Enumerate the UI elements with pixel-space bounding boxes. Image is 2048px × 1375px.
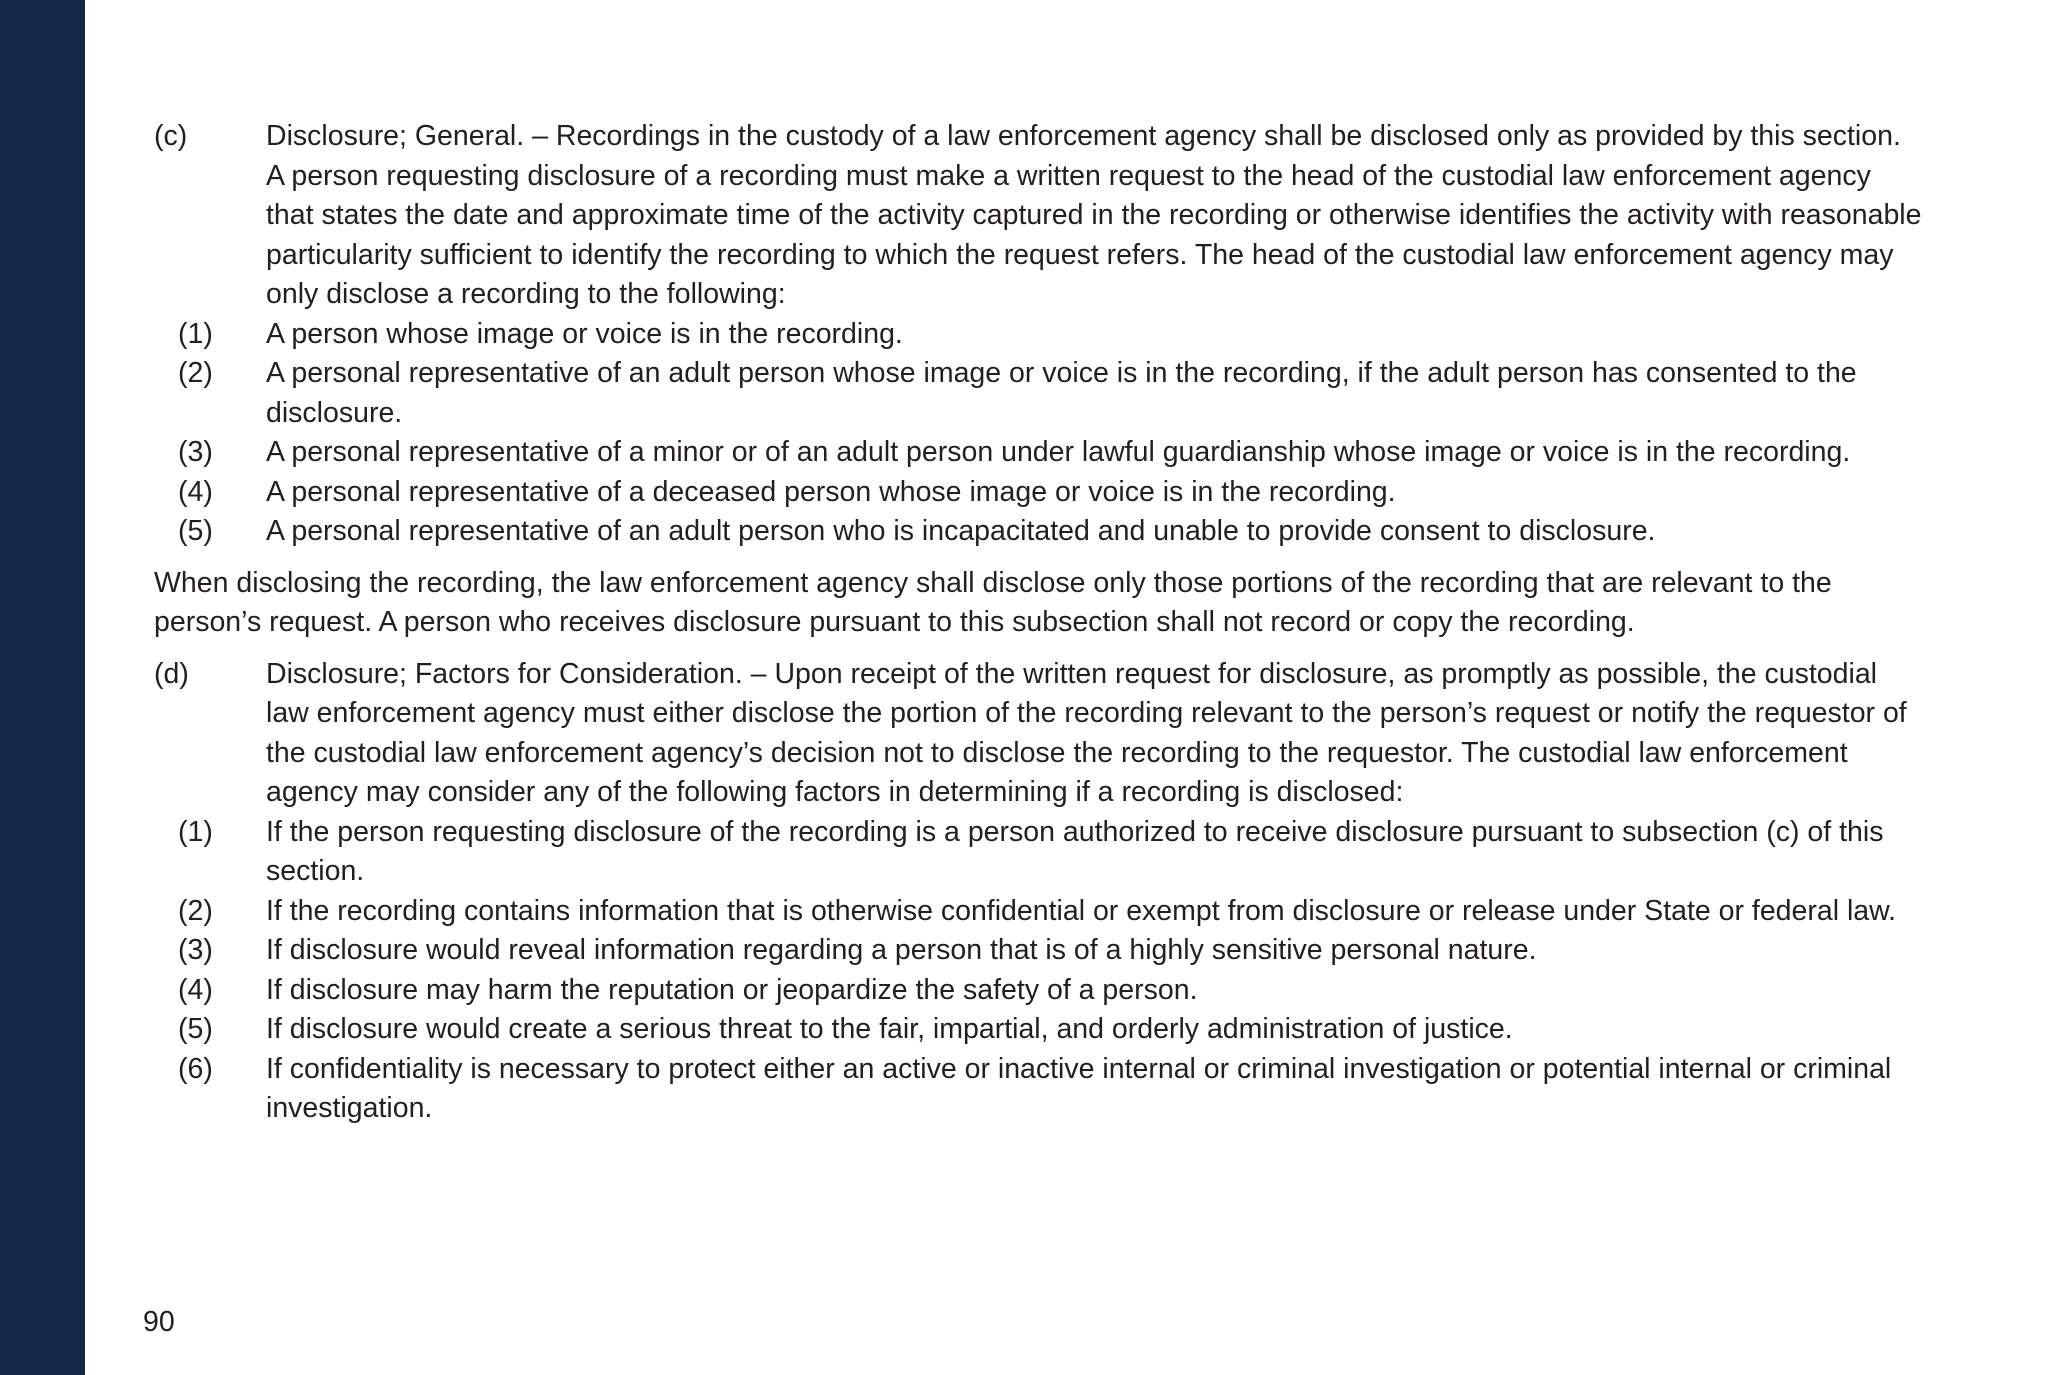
list-item-text: If confidentiality is necessary to protect either an active or inactive internal or criminal investigation or potential internal or criminal investigation.	[266, 1052, 1892, 1124]
list-item-text: If disclosure would reveal information regarding a person that is of a highly sensitive personal nature.	[266, 934, 1537, 966]
list-item-marker: (3)	[178, 934, 213, 966]
section-d-item-2	[154, 892, 1924, 932]
list-item-text: A person whose image or voice is in the recording.	[266, 317, 903, 350]
list-item-text: If the recording contains information that is otherwise confidential or exempt from disclosure or release under State or federal law.	[266, 894, 1897, 927]
list-item-text: A personal representative of an adult person whose image or voice is in the recording, if the adult person has consented to the disclosure.	[266, 357, 1857, 429]
section-c-marker: (c)	[154, 120, 188, 152]
disclosure-paragraph: When disclosing the recording, the law enforcement agency shall disclose only those portions of the recording that are relevant to the person’s request. A person who receives disclosure pursuant to this subsection shall not record or copy the recording.	[154, 566, 1832, 638]
list-item-marker: (2)	[178, 894, 213, 927]
list-item-marker: (4)	[178, 973, 213, 1006]
list-item-text: If the person requesting disclosure of the recording is a person authorized to receive disclosure pursuant to subsection (c) of this section.	[266, 815, 1884, 887]
section-d-marker: (d)	[154, 657, 189, 690]
list-item-text: A personal representative of an adult person who is incapacitated and unable to provide consent to disclosure.	[266, 515, 1656, 547]
section-c-text: Disclosure; General. – Recordings in the custody of a law enforcement agency shall be disclosed only as provided by this section. A person requesting disclosure of a recording must make a written request to the head of the custodial law enforcement agency that states the date and approximate time of the activity captured in the recording or otherwise identifies the activity with reasonable particularity sufficient to identify the recording to which the request refers. The head of the custodial law enforcement agency may only disclose a recording to the following:	[266, 120, 1922, 310]
section-d-item-3	[154, 931, 1924, 971]
section-c-item-2	[154, 354, 1924, 433]
section-d-item-5	[154, 1010, 1924, 1050]
document-body	[154, 117, 1924, 1129]
section-d	[154, 655, 1924, 813]
list-item-text: A personal representative of a deceased person whose image or voice is in the recording.	[266, 475, 1396, 508]
list-item-text: If disclosure would create a serious threat to the fair, impartial, and orderly administration of justice.	[266, 1013, 1513, 1045]
page-number: 90	[143, 1306, 175, 1338]
sidebar-band	[0, 0, 85, 1375]
list-item-marker: (1)	[178, 815, 213, 848]
list-item-marker: (4)	[178, 475, 213, 508]
list-item-marker: (5)	[178, 515, 213, 547]
list-item-marker: (3)	[178, 436, 213, 468]
section-d-text: Disclosure; Factors for Consideration. – Upon receipt of the written request for disclosure, as promptly as possible, the custodial law enforcement agency must either disclose the portion of the recording relevant to the person’s request or notify the requestor of the custodial law enforcement agency’s decision not to disclose the recording to the requestor. The custodial law enforcement agency may consider any of the following factors in determining if a recording is disclosed:	[266, 657, 1907, 808]
list-item-marker: (2)	[178, 357, 213, 389]
list-item-text: A personal representative of a minor or of an adult person under lawful guardianship whose image or voice is in the recording.	[266, 436, 1851, 468]
section-d-item-6	[154, 1050, 1924, 1129]
section-d-item-1	[154, 813, 1924, 892]
section-c-item-4	[154, 473, 1924, 513]
list-item-marker: (1)	[178, 317, 213, 350]
section-d-item-4	[154, 971, 1924, 1011]
list-item-text: If disclosure may harm the reputation or jeopardize the safety of a person.	[266, 973, 1198, 1006]
list-item-marker: (5)	[178, 1013, 213, 1045]
list-item-marker: (6)	[178, 1052, 213, 1085]
section-c-item-1	[154, 315, 1924, 355]
section-c-item-5	[154, 512, 1924, 552]
section-c-item-3	[154, 433, 1924, 473]
section-c	[154, 117, 1924, 315]
